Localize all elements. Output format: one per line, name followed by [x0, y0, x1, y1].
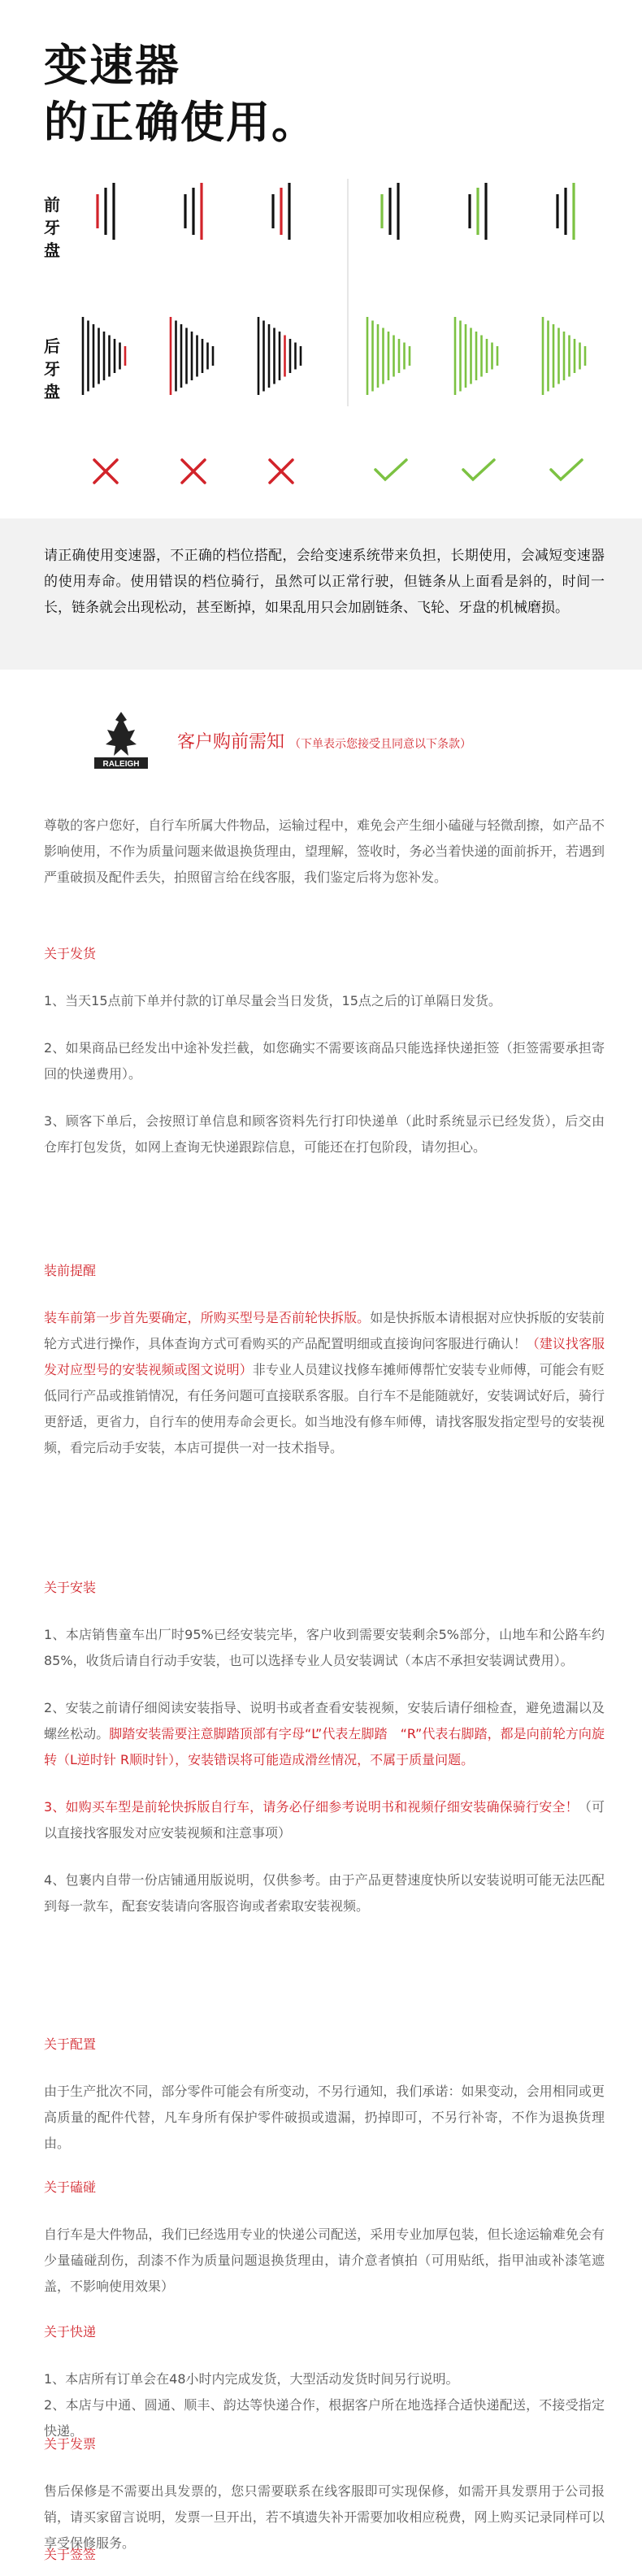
install-item-3-red: 3、如购买车型是前轮快拆版自行车，请务必仔细参考说明书和视频仔细安装确保骑行安全！ [44, 1799, 579, 1815]
check-icon [551, 460, 582, 479]
config-section [44, 2032, 605, 2157]
shipping-item-2: 2、如果商品已经发出中途补发拦截，如您确实不需要该商品只能选择快递拒签（拒签需要承担寄回的快递费用）。 [44, 1040, 605, 1082]
signing-section [44, 2542, 605, 2568]
install-item-3-text: （可以直接找客服发对应安装视频和注意事项） [44, 1799, 605, 1841]
express-section [44, 2319, 605, 2444]
cross-icon [94, 460, 117, 483]
scratch-section [44, 2175, 605, 2300]
greeting-text: 尊敬的客户您好，自行车所属大件物品，运输过程中，难免会产生细小磕碰与轻微刮擦，如产品不影响使用，不作为质量问题来做退换货理由，望理解，签收时，务必当着快递的面前拆开，若遇到严重破损及配件丢失，拍照留言给在线客服，我们鉴定后将为您补发。 [44, 817, 605, 885]
notice-title-sub: （下单表示您接受且同意以下条款） [289, 738, 472, 751]
express-item-1: 1、本店所有订单会在48小时内完成发货，大型活动发货时间另行说明。 [44, 2371, 459, 2387]
shipping-section [44, 941, 605, 1160]
install-title: 关于安装 [44, 1580, 97, 1595]
reminder-text [44, 1305, 605, 1461]
scratch-title: 关于磕碰 [44, 2179, 97, 2195]
page-title [44, 37, 317, 151]
cross-icon [182, 460, 205, 483]
invoice-title: 关于发票 [44, 2436, 97, 2452]
install-item-2-text: 2、安装之前请仔细阅读安装指导、说明书或者查看安装视频，安装后请仔细检查，避免遗漏以及螺丝松动。 [44, 1700, 605, 1741]
check-icon [463, 460, 494, 479]
check-icon [375, 460, 406, 479]
express-title: 关于快递 [44, 2324, 97, 2340]
notice-title-main: 客户购前需知 [177, 732, 285, 752]
signing-title: 关于签签 [44, 2547, 97, 2562]
reminder-red-1: 装车前第一步首先要确定，所购买型号是否前轮快拆版。 [44, 1310, 371, 1325]
invoice-section [44, 2431, 605, 2556]
greeting-block [44, 813, 605, 891]
config-title: 关于配置 [44, 2036, 97, 2052]
express-item-2: 2、本店与中通、圆通、顺丰、韵达等快递合作，根据客户所在地选择合适快递配送，不接受指定快递。 [44, 2397, 605, 2439]
cross-icon [270, 460, 293, 483]
reminder-section [44, 1258, 605, 1461]
title-line-1: 变速器 [44, 40, 180, 91]
front-chainring-label: 前牙盘 [44, 195, 60, 260]
install-item-2 [44, 1695, 605, 1773]
install-section [44, 1575, 605, 1919]
rear-cassette-label: 后牙盘 [44, 336, 60, 401]
title-line-2: 的正确使用。 [44, 97, 317, 148]
scratch-text: 自行车是大件物品，我们已经选用专业的快递公司配送，采用专业加厚包装，但长途运输难免会有少量磕碰刮伤，刮漆不作为质量问题退换货理由，请介意者慎拍（可用贴纸，指甲油或补漆笔遮盖，不影响使用效果） [44, 2227, 605, 2294]
intro-text: 请正确使用变速器，不正确的档位搭配，会给变速系统带来负担，长期使用，会减短变速器的使用寿命。使用错误的档位骑行，虽然可以正常行驶，但链条从上面看是斜的，时间一长，链条就会出现松动，甚至断掉，如果乱用只会加剧链条、飞轮、牙盘的机械磨损。 [44, 548, 605, 616]
reminder-text-2: 非专业人员建议找修车摊师傅帮忙安装专业师傅，可能会有贬低同行产品或推销情况，有任务问题可直接联系客服。自行车不是能随就好，安装调试好后，骑行更舒适，更省力，自行车的使用寿命会更长。如当地没有修车师傅，请找客服发指定型号的安装视频，看完后动手安装，本店可提供一对一技术指导。 [44, 1362, 605, 1455]
config-text: 由于生产批次不同，部分零件可能会有所变动，不另行通知，我们承诺：如果变动，会用相同或更高质量的配件代替，凡车身所有保护零件破损或遗漏，扔掉即可，不另行补寄，不作为退换货理由。 [44, 2084, 605, 2151]
reminder-title: 装前提醒 [44, 1263, 97, 1278]
reminder-text-1: 如是快拆版本请根据对应快拆版的安装前轮方式进行操作，具体查询方式可看购买的产品配置明细或直接询问客服进行确认！ [44, 1310, 605, 1351]
brand-logo-icon [91, 707, 151, 777]
install-item-2-red: 脚踏安装需要注意脚踏顶部有字母“L”代表左脚踏 “R”代表右脚踏，都是向前轮方向旋转（L逆时针 R顺时针），安装错误将可能造成滑丝情况，不属于质量问题。 [44, 1726, 605, 1767]
invoice-text: 售后保修是不需要出具发票的，您只需要联系在线客服即可实现保修，如需开具发票用于公司报销，请买家留言说明，发票一旦开出，若不填遗失补开需要加收相应税费，网上购买记录同样可以享受保修服务。 [44, 2483, 605, 2551]
install-item-3 [44, 1794, 605, 1846]
gear-combination-diagram [0, 179, 642, 496]
install-item-4: 4、包裹内自带一份店铺通用版说明，仅供参考。由于产品更替速度快所以安装说明可能无法匹配到每一款车，配套安装请向客服咨询或者索取安装视频。 [44, 1872, 605, 1914]
shipping-item-1: 1、当天15点前下单并付款的订单尽量会当日发货，15点之后的订单隔日发货。 [44, 993, 501, 1008]
install-item-1: 1、本店销售童车出厂时95%已经安装完毕，客户收到需要安装剩余5%部分，山地车和公路车约85%，收货后请自行动手安装，也可以选择专业人员安装调试（本店不承担安装调试费用）。 [44, 1627, 605, 1668]
brand-logo-text: RALEIGH [102, 760, 140, 769]
notice-title [177, 728, 471, 753]
intro-box [0, 518, 642, 670]
shipping-title: 关于发货 [44, 946, 97, 961]
shipping-item-3: 3、顾客下单后，会按照订单信息和顾客资料先行打印快递单（此时系统显示已经发货），后交由仓库打包发货，如网上查询无快递跟踪信息，可能还在打包阶段，请勿担心。 [44, 1113, 605, 1155]
reminder-red-2: （建议找客服发对应型号的安装视频或图文说明） [44, 1336, 605, 1377]
